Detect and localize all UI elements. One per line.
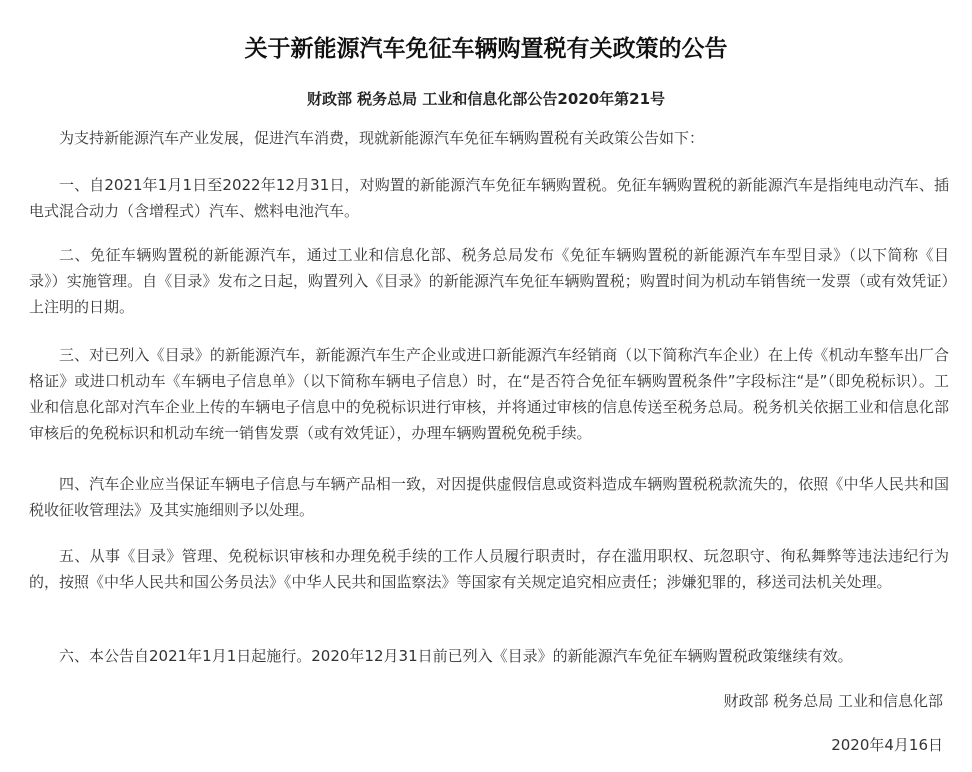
clause-3-paragraph: 三、对已列入《目录》的新能源汽车，新能源汽车生产企业或进口新能源汽车经销商（以下简称汽车企业）在上传《机动车整车出厂合格证》或进口机动车《车辆电子信息单》（以下简称车辆电子信息）时，在“是否符合免征车辆购置税条件”字段标注“是”（即免税标识）。工业和信息化部对汽车企业上传的车辆电子信息中的免税标识进行审核，并将通过审核的信息传送至税务总局。税务机关依据工业和信息化部审核后的免税标识和机动车统一销售发票（或有效凭证），办理车辆购置税免税手续。 [29, 346, 949, 442]
announcement-title: 关于新能源汽车免征车辆购置税有关政策的公告 [244, 36, 728, 62]
clause-6-paragraph: 六、本公告自2021年1月1日起施行。2020年12月31日前已列入《目录》的新能源汽车免征车辆购置税政策继续有效。 [59, 647, 853, 665]
clause-1-paragraph: 一、自2021年1月1日至2022年12月31日，对购置的新能源汽车免征车辆购置税。免征车辆购置税的新能源汽车是指纯电动汽车、插电式混合动力（含增程式）汽车、燃料电池汽车。 [29, 176, 949, 220]
announcement-number: 财政部 税务总局 工业和信息化部公告2020年第21号 [306, 90, 666, 108]
intro-paragraph: 为支持新能源汽车产业发展，促进汽车消费，现就新能源汽车免征车辆购置税有关政策公告如下： [59, 129, 705, 147]
signing-date: 2020年4月16日 [831, 736, 943, 754]
clause-4-paragraph: 四、汽车企业应当保证车辆电子信息与车辆产品相一致，对因提供虚假信息或资料造成车辆购置税税款流失的，依照《中华人民共和国税收征收管理法》及其实施细则予以处理。 [29, 475, 949, 519]
clause-5-paragraph: 五、从事《目录》管理、免税标识审核和办理免税手续的工作人员履行职责时，存在滥用职权、玩忽职守、徇私舞弊等违法违纪行为的，按照《中华人民共和国公务员法》《中华人民共和国监察法》等国家有关规定追究相应责任；涉嫌犯罪的，移送司法机关处理。 [29, 547, 949, 591]
signing-organizations: 财政部 税务总局 工业和信息化部 [723, 692, 943, 710]
clause-2-paragraph: 二、免征车辆购置税的新能源汽车，通过工业和信息化部、税务总局发布《免征车辆购置税的新能源汽车车型目录》（以下简称《目录》）实施管理。自《目录》发布之日起，购置列入《目录》的新能源汽车免征车辆购置税；购置时间为机动车销售统一发票（或有效凭证）上注明的日期。 [29, 246, 949, 316]
